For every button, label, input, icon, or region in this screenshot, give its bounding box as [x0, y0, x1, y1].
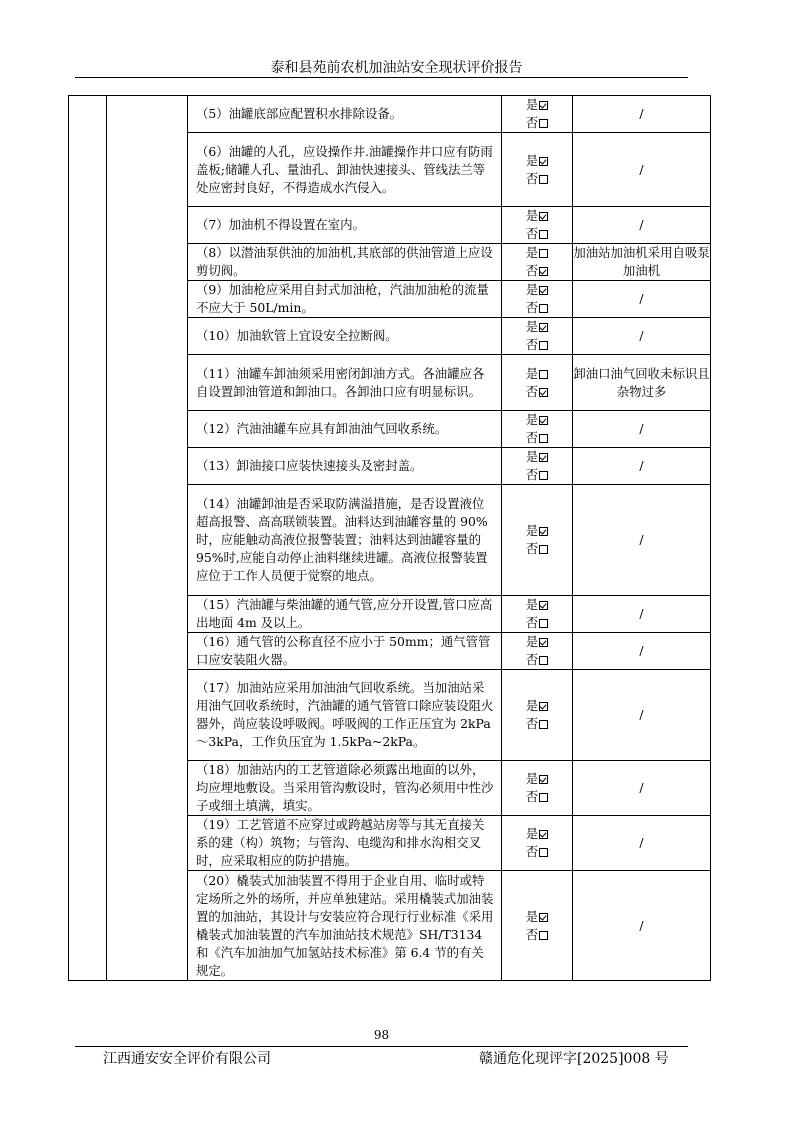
checked-box-icon: [539, 453, 548, 462]
remark-cell: [573, 207, 711, 244]
empty-box-icon: [539, 720, 548, 729]
no-option: [502, 466, 572, 484]
no-label: 否: [525, 226, 539, 241]
remark-text: /: [639, 161, 644, 177]
no-option: [502, 429, 572, 447]
empty-box-icon: [539, 249, 548, 258]
no-label: 否: [525, 263, 539, 278]
no-label: 否: [525, 926, 539, 942]
no-option: [502, 614, 572, 632]
yes-label: 是: [525, 245, 539, 260]
remark-text: /: [639, 835, 644, 850]
remark-cell: [573, 244, 711, 281]
checked-box-icon: [539, 527, 548, 536]
yes-label: 是: [525, 152, 539, 168]
page-number: 98: [373, 1028, 390, 1042]
yes-option: [502, 633, 572, 651]
no-option: [502, 262, 572, 280]
yes-no-cell: [502, 96, 573, 133]
requirement-text: （18）加油站内的工艺管道除必须露出地面的以外，均应埋地敷设。当采用管沟敷设时，管沟必须用中性沙子或细土填满，填实。: [188, 761, 502, 816]
no-label: 否: [525, 383, 539, 399]
footer-doc-number: 赣通危化现评字[2025]008 号: [479, 1051, 669, 1067]
yes-option: [502, 770, 572, 788]
remark-cell: [573, 761, 711, 816]
requirement-text: （13）卸油接口应装快速接头及密封盖。: [188, 448, 502, 485]
no-option: [502, 225, 572, 243]
no-label: 否: [525, 467, 539, 482]
remark-cell: [573, 411, 711, 448]
requirement-text: （11）油罐车卸油须采用密闭卸油方式。各油罐应各自设置卸油管道和卸油口。各卸油口应有明显标识。: [188, 355, 502, 411]
checked-box-icon: [539, 702, 548, 711]
requirement-text: （12）汽油油罐车应具有卸油油气回收系统。: [188, 411, 502, 448]
remark-text: /: [639, 606, 644, 621]
no-option: [502, 299, 572, 317]
yes-option: [502, 96, 572, 114]
empty-box-icon: [539, 370, 548, 379]
empty-box-icon: [539, 230, 548, 239]
yes-label: 是: [525, 97, 539, 112]
yes-label: 是: [525, 597, 539, 612]
no-option: [502, 715, 572, 733]
requirement-text: （8）以潜油泵供油的加油机,其底部的供油管道上应设剪切阀。: [188, 244, 502, 281]
requirement-text: （7）加油机不得设置在室内。: [188, 207, 502, 244]
no-label: 否: [525, 615, 539, 630]
checked-box-icon: [539, 323, 548, 332]
footer-divider: [75, 1046, 688, 1047]
yes-no-cell: [502, 448, 573, 485]
yes-no-cell: [502, 816, 573, 871]
yes-no-cell: [502, 281, 573, 318]
empty-box-icon: [539, 793, 548, 802]
yes-option: [502, 448, 572, 466]
empty-box-icon: [539, 471, 548, 480]
empty-box-icon: [539, 848, 548, 857]
page-header-title: 泰和县苑前农机加油站安全现状评价报告: [270, 60, 523, 76]
yes-label: 是: [525, 908, 539, 924]
remark-cell: [573, 318, 711, 355]
checked-box-icon: [539, 101, 548, 110]
yes-no-cell: [502, 355, 573, 411]
checked-box-icon: [539, 286, 548, 295]
yes-no-cell: [502, 485, 573, 596]
yes-option: [502, 152, 572, 170]
yes-option: [502, 411, 572, 429]
requirement-text: （17）加油站应采用加油油气回收系统。当加油站采用油气回收系统时，汽油罐的通气管管口除应装设阻火器外，尚应装设呼吸阀。呼吸阀的工作正压宜为 2kPa～3kPa，工作负压宜为 1.5kPa~2kPa。: [188, 670, 502, 761]
no-label: 否: [525, 716, 539, 731]
yes-no-cell: [502, 411, 573, 448]
empty-box-icon: [539, 119, 548, 128]
checked-box-icon: [539, 388, 548, 397]
no-label: 否: [525, 430, 539, 445]
no-label: 否: [525, 337, 539, 352]
remark-cell: [573, 448, 711, 485]
remark-text: /: [639, 643, 644, 658]
yes-label: 是: [525, 319, 539, 334]
requirement-text: （19）工艺管道不应穿过或跨越站房等与其无直接关系的建（构）筑物；与管沟、电缆沟和排水沟相交叉时，应采取相应的防护措施。: [188, 816, 502, 871]
no-option: [502, 114, 572, 132]
yes-option: [502, 697, 572, 715]
checked-box-icon: [539, 267, 548, 276]
no-option: [502, 383, 572, 401]
remark-text: /: [639, 458, 644, 473]
checked-box-icon: [539, 913, 548, 922]
no-option: [502, 651, 572, 669]
empty-box-icon: [539, 656, 548, 665]
checked-box-icon: [539, 638, 548, 647]
yes-no-cell: [502, 133, 573, 207]
remark-text: /: [639, 328, 644, 343]
yes-label: 是: [525, 365, 539, 381]
yes-option: [502, 244, 572, 262]
requirement-text: （6）油罐的人孔，应设操作井.油罐操作井口应有防雨盖板;储罐人孔、量油孔、卸油快速接头、管线法兰等处应密封良好，不得造成水汽侵入。: [188, 133, 502, 207]
remark-text: /: [639, 780, 644, 795]
remark-cell: [573, 485, 711, 596]
checked-box-icon: [539, 157, 548, 166]
no-label: 否: [525, 115, 539, 130]
remark-cell: [573, 633, 711, 670]
yes-option: [502, 522, 572, 540]
no-label: 否: [525, 652, 539, 667]
requirement-text: （14）油罐卸油是否采取防满溢措施，是否设置液位超高报警、高高联锁装置。油料达到油罐容量的 90%时，应能触动高液位报警装置；油料达到油罐容量的 95%时,应能自动停止油料继续进罐。高液位报警装置应位于工作人员便于觉察的地点。: [188, 485, 502, 596]
yes-no-cell: [502, 244, 573, 281]
remark-text: /: [639, 291, 644, 306]
empty-box-icon: [539, 619, 548, 628]
remark-text: /: [639, 532, 644, 547]
checked-box-icon: [539, 212, 548, 221]
yes-no-cell: [502, 633, 573, 670]
empty-box-icon: [539, 545, 548, 554]
remark-cell: [573, 670, 711, 761]
empty-box-icon: [539, 175, 548, 184]
no-option: [502, 336, 572, 354]
yes-option: [502, 596, 572, 614]
requirement-text: （16）通气管的公称直径不应小于 50mm；通气管管口应安装阻火器。: [188, 633, 502, 670]
requirement-text: （9）加油枪应采用自封式加油枪，汽油加油枪的流量不应大于 50L/min。: [188, 281, 502, 318]
requirement-text: （15）汽油罐与柴油罐的通气管,应分开设置,管口应高出地面 4m 及以上。: [188, 596, 502, 633]
yes-label: 是: [525, 698, 539, 713]
yes-option: [502, 281, 572, 299]
requirement-text: （20）橇装式加油装置不得用于企业自用、临时或特定场所之外的场所，并应单独建站。采用橇装式加油装置的加油站，其设计与安装应符合现行行业标准《采用橇装式加油装置的汽车加油站技术规范》SH/T3134 和《汽车加油加气加氢站技术标准》第 6.4 节的有关规定。: [188, 871, 502, 981]
remark-text: /: [639, 917, 644, 933]
remark-text: /: [639, 217, 644, 232]
empty-box-icon: [539, 434, 548, 443]
yes-option: [502, 908, 572, 926]
remark-cell: [573, 816, 711, 871]
yes-label: 是: [525, 282, 539, 297]
no-option: [502, 843, 572, 861]
yes-label: 是: [525, 412, 539, 427]
yes-no-cell: [502, 670, 573, 761]
yes-label: 是: [525, 826, 539, 841]
remark-cell: [573, 871, 711, 981]
yes-label: 是: [525, 208, 539, 223]
no-label: 否: [525, 844, 539, 859]
no-label: 否: [525, 170, 539, 186]
empty-box-icon: [539, 341, 548, 350]
remark-text: /: [639, 106, 644, 121]
remark-text: 加油站加油机采用自吸泵加油机: [573, 245, 710, 278]
remark-cell: [573, 133, 711, 207]
remark-cell: [573, 355, 711, 411]
no-option: [502, 170, 572, 188]
no-label: 否: [525, 300, 539, 315]
yes-option: [502, 825, 572, 843]
yes-option: [502, 207, 572, 225]
checked-box-icon: [539, 416, 548, 425]
requirement-text: （5）油罐底部应配置积水排除设备。: [188, 96, 502, 133]
yes-label: 是: [525, 771, 539, 786]
remark-cell: [573, 96, 711, 133]
footer-company: 江西通安安全评价有限公司: [103, 1051, 271, 1067]
remark-text: /: [639, 421, 644, 436]
no-label: 否: [525, 541, 539, 556]
remark-text: /: [639, 707, 644, 722]
subcategory-cell: [107, 96, 188, 981]
yes-no-cell: [502, 207, 573, 244]
checked-box-icon: [539, 601, 548, 610]
empty-box-icon: [539, 304, 548, 313]
yes-label: 是: [525, 634, 539, 649]
yes-option: [502, 365, 572, 383]
no-option: [502, 926, 572, 944]
yes-label: 是: [525, 523, 539, 538]
yes-no-cell: [502, 318, 573, 355]
table-row: [69, 96, 711, 133]
yes-option: [502, 318, 572, 336]
checked-box-icon: [539, 830, 548, 839]
yes-no-cell: [502, 761, 573, 816]
no-option: [502, 788, 572, 806]
no-label: 否: [525, 789, 539, 804]
remark-cell: [573, 281, 711, 318]
yes-label: 是: [525, 449, 539, 464]
remark-text: 卸油口油气回收未标识且杂物过多: [573, 365, 710, 399]
requirement-text: （10）加油软管上宜设安全拉断阀。: [188, 318, 502, 355]
empty-box-icon: [539, 931, 548, 940]
checked-box-icon: [539, 775, 548, 784]
no-option: [502, 540, 572, 558]
checklist-table: [68, 95, 711, 981]
category-cell: [69, 96, 107, 981]
remark-cell: [573, 596, 711, 633]
yes-no-cell: [502, 871, 573, 981]
header-divider: [75, 77, 688, 78]
yes-no-cell: [502, 596, 573, 633]
